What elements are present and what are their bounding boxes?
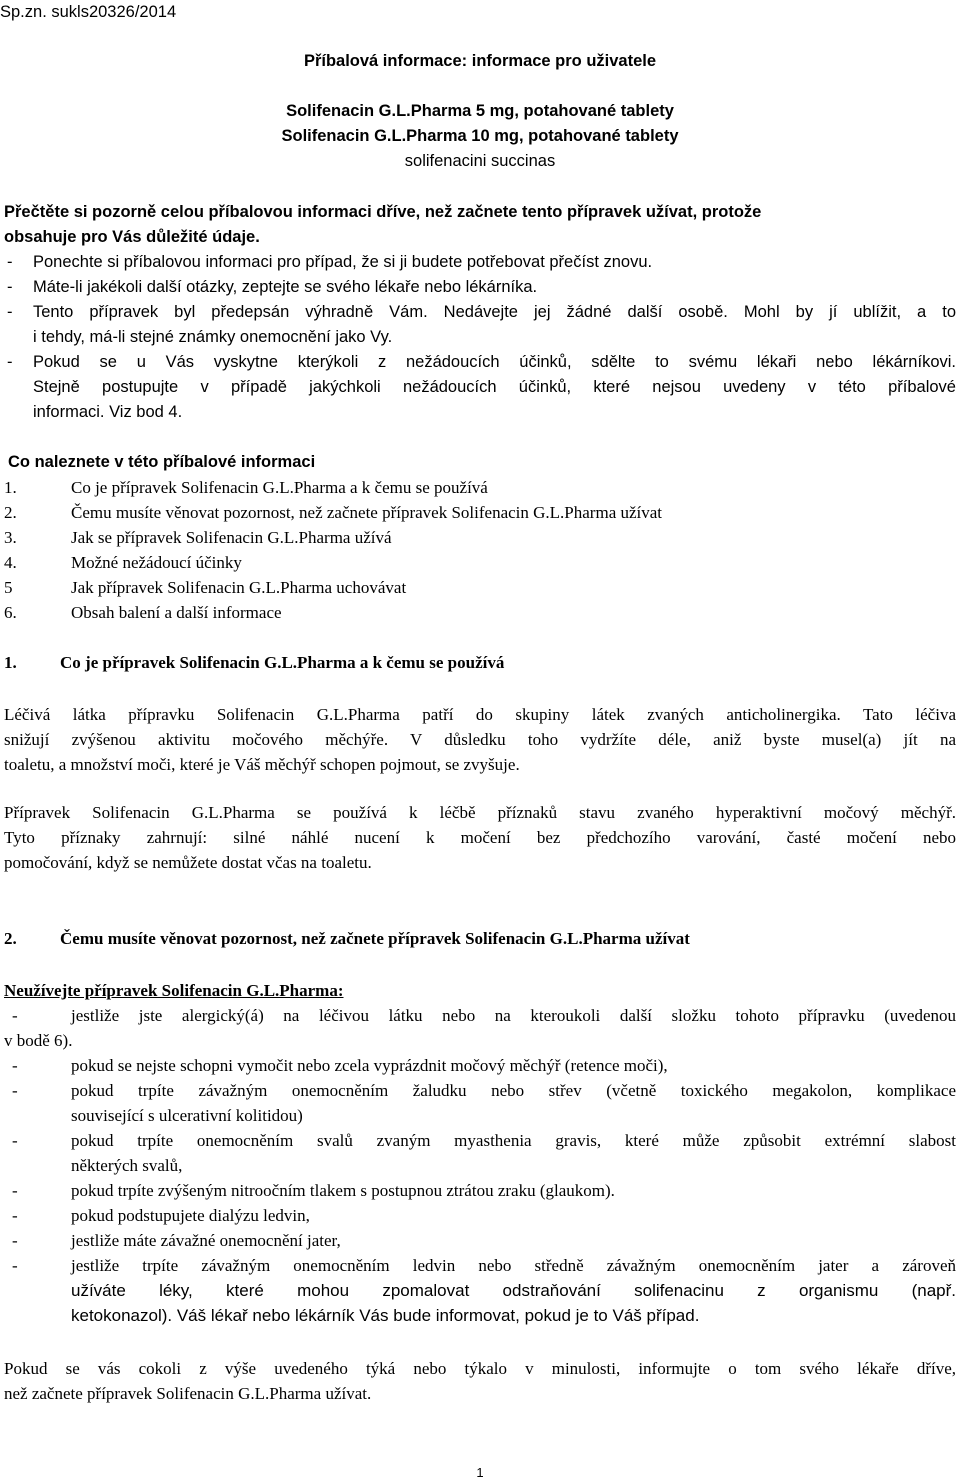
section-1-paragraph-1-line: Léčivá látka přípravku Solifenacin G.L.Pharma patří do skupiny látek zvaných anticholinergika. Tato léčiva	[4, 705, 956, 724]
bullet-dash: -	[7, 303, 13, 321]
contraindication-continuation: související s ulcerativní kolitidou)	[71, 1106, 303, 1125]
list-dash: -	[12, 1056, 18, 1075]
section-2-heading: Čemu musíte věnovat pozornost, než začnete přípravek Solifenacin G.L.Pharma užívat	[60, 929, 690, 948]
intro-bullet: Tento přípravek byl předepsán výhradně Vám. Nedávejte jej žádné další osobě. Mohl by jí ublížit, a to	[33, 303, 956, 321]
section-1-paragraph-2-line: Přípravek Solifenacin G.L.Pharma se používá k léčbě příznaků stavu zvaného hyperaktivní močový měchýř.	[4, 803, 956, 822]
active-substance: solifenacini succinas	[404, 152, 556, 170]
list-dash: -	[12, 1081, 18, 1100]
intro-bullet: Máte-li jakékoli další otázky, zeptejte se svého lékaře nebo lékárníka.	[33, 278, 538, 296]
toc-item: Co je přípravek Solifenacin G.L.Pharma a k čemu se používá	[71, 478, 488, 497]
toc-number: 2.	[4, 503, 17, 522]
list-dash: -	[12, 1006, 18, 1025]
toc-item: Možné nežádoucí účinky	[71, 553, 242, 572]
closing-paragraph-line: Pokud se vás cokoli z výše uvedeného týká nebo týkalo v minulosti, informujte o tom svého lékaře dříve,	[4, 1359, 956, 1378]
contraindication-item: pokud trpíte zvýšeným nitroočním tlakem s postupnou ztrátou zraku (glaukom).	[71, 1181, 615, 1200]
contraindication-continuation: v bodě 6).	[4, 1031, 73, 1050]
contraindication-item: pokud trpíte závažným onemocněním žaludku nebo střev (včetně toxického megakolon, komplikace	[71, 1081, 956, 1100]
contraindication-item: pokud se nejste schopni vymočit nebo zcela vyprázdnit močový měchýř (retence moči),	[71, 1056, 668, 1075]
toc-item: Obsah balení a další informace	[71, 603, 282, 622]
toc-number: 5	[4, 578, 13, 597]
toc-item: Jak přípravek Solifenacin G.L.Pharma uchovávat	[71, 578, 407, 597]
leaflet-title: Příbalová informace: informace pro uživatele	[303, 52, 657, 70]
intro-bullet-continuation: Stejně postupujte v případě jakýchkoli nežádoucích účinků, které nejsou uvedeny v této příbalové	[33, 378, 956, 396]
toc-number: 4.	[4, 553, 17, 572]
toc-item: Jak se přípravek Solifenacin G.L.Pharma užívá	[71, 528, 392, 547]
intro-bullet: Ponechte si příbalovou informaci pro případ, že si ji budete potřebovat přečíst znovu.	[33, 253, 653, 271]
product-name-5mg: Solifenacin G.L.Pharma 5 mg, potahované tablety	[286, 102, 674, 120]
list-dash: -	[12, 1206, 18, 1225]
intro-bullet-continuation: i tehdy, má-li stejné známky onemocnění jako Vy.	[33, 328, 393, 346]
list-dash: -	[12, 1181, 18, 1200]
closing-paragraph-line: než začnete přípravek Solifenacin G.L.Pharma užívat.	[4, 1384, 372, 1403]
intro-warning-line-1: Přečtěte si pozorně celou příbalovou informaci dříve, než začnete tento přípravek užívat, protože	[4, 203, 762, 221]
intro-bullet: Pokud se u Vás vyskytne kterýkoli z nežádoucích účinků, sdělte to svému lékaři nebo lékárníkovi.	[33, 353, 956, 371]
toc-number: 3.	[4, 528, 17, 547]
contraindication-item: jestliže trpíte závažným onemocněním ledvin nebo středně závažným onemocněním jater a zároveň	[71, 1256, 956, 1275]
page-number: 1	[476, 1465, 484, 1480]
section-1-paragraph-1-line: toaletu, a množství moči, které je Váš měchýř schopen pojmout, se zvyšuje.	[4, 755, 520, 774]
section-2-number: 2.	[4, 929, 17, 948]
toc-item: Čemu musíte věnovat pozornost, než začnete přípravek Solifenacin G.L.Pharma užívat	[71, 503, 663, 522]
toc-number: 6.	[4, 603, 17, 622]
section-1-heading: Co je přípravek Solifenacin G.L.Pharma a k čemu se používá	[60, 653, 505, 672]
bullet-dash: -	[7, 253, 13, 271]
contraindication-continuation: některých svalů,	[71, 1156, 183, 1175]
contraindication-item: jestliže jste alergický(á) na léčivou látku nebo na kteroukoli další složku tohoto přípravku (uvedenou	[71, 1006, 956, 1025]
document-reference: Sp.zn. sukls20326/2014	[0, 3, 177, 21]
contraindication-item: pokud podstupujete dialýzu ledvin,	[71, 1206, 310, 1225]
bullet-dash: -	[7, 353, 13, 371]
product-name-10mg: Solifenacin G.L.Pharma 10 mg, potahované tablety	[281, 127, 679, 145]
intro-warning-line-2: obsahuje pro Vás důležité údaje.	[4, 228, 260, 246]
section-1-paragraph-2-line: Tyto příznaky zahrnují: silné náhlé nucení k močení bez předchozího varování, časté močení nebo	[4, 828, 956, 847]
contraindication-item: pokud trpíte onemocněním svalů zvaným myasthenia gravis, které může způsobit extrémní slabost	[71, 1131, 956, 1150]
contraindication-item: jestliže máte závažné onemocnění jater,	[71, 1231, 341, 1250]
contraindications-subheading: Neužívejte přípravek Solifenacin G.L.Pharma:	[4, 981, 344, 1000]
toc-number: 1.	[4, 478, 17, 497]
contraindication-continuation: užíváte léky, které mohou zpomalovat odstraňování solifenacinu z organismu (např.	[71, 1281, 956, 1300]
toc-heading: Co naleznete v této příbalové informaci	[8, 453, 316, 471]
section-1-paragraph-1-line: snižují zvýšenou aktivitu močového měchýře. V důsledku toho vydržíte déle, aniž byste musel(a) jít na	[4, 730, 956, 749]
section-1-number: 1.	[4, 653, 17, 672]
section-1-paragraph-2-line: pomočování, když se nemůžete dostat včas na toaletu.	[4, 853, 372, 872]
intro-bullet-continuation: informaci. Viz bod 4.	[33, 403, 183, 421]
contraindication-continuation: ketokonazol). Váš lékař nebo lékárník Vás bude informovat, pokud je to Váš případ.	[71, 1306, 700, 1325]
list-dash: -	[12, 1256, 18, 1275]
bullet-dash: -	[7, 278, 13, 296]
list-dash: -	[12, 1131, 18, 1150]
list-dash: -	[12, 1231, 18, 1250]
